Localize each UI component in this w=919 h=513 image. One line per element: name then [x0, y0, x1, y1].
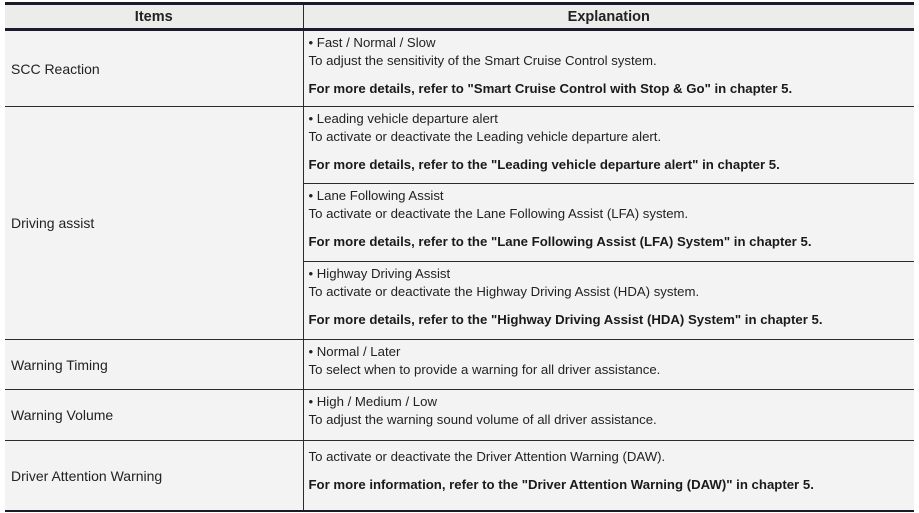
- description-text: To activate or deactivate the Driver Attention Warning (DAW).: [308, 449, 666, 464]
- table-row: [5, 107, 914, 184]
- reference-text: For more details, refer to the "Lane Following Assist (LFA) System" in chapter 5.: [308, 234, 812, 249]
- explanation-driver-attention-warning: [303, 441, 914, 512]
- explanation-highway-driving-assist: [303, 262, 914, 340]
- item-driving-assist: Driving assist: [5, 107, 303, 340]
- reference-text: For more details, refer to the "Highway Driving Assist (HDA) System" in chapter 5.: [308, 312, 823, 327]
- description-text: To activate or deactivate the Lane Following Assist (LFA) system.: [308, 206, 689, 221]
- reference-text: For more information, refer to the "Driver Attention Warning (DAW)" in chapter 5.: [308, 477, 814, 492]
- options-text: • Leading vehicle departure alert: [308, 111, 498, 126]
- table-row: [5, 441, 914, 512]
- explanation-warning-timing: [303, 340, 914, 390]
- header-row: [5, 4, 914, 30]
- options-text: • Lane Following Assist: [308, 188, 444, 203]
- options-text: • Fast / Normal / Slow: [308, 35, 436, 50]
- table-header: [5, 4, 914, 30]
- explanation-leading-vehicle-departure: [303, 107, 914, 184]
- description-text: To activate or deactivate the Leading vehicle departure alert.: [308, 129, 662, 144]
- item-driver-attention-warning: Driver Attention Warning: [5, 441, 303, 512]
- description-text: To select when to provide a warning for all driver assistance.: [308, 362, 661, 377]
- item-warning-volume: Warning Volume: [5, 390, 303, 441]
- reference-text: For more details, refer to the "Leading vehicle departure alert" in chapter 5.: [308, 157, 780, 172]
- explanation-lane-following-assist: [303, 184, 914, 262]
- description-text: To adjust the sensitivity of the Smart Cruise Control system.: [308, 53, 657, 68]
- settings-table: [5, 2, 914, 512]
- explanation-scc-reaction: [303, 30, 914, 107]
- options-text: • Highway Driving Assist: [308, 266, 451, 281]
- explanation-warning-volume: [303, 390, 914, 441]
- options-text: • High / Medium / Low: [308, 394, 437, 409]
- header-items: Items: [5, 4, 303, 30]
- table-row: [5, 340, 914, 390]
- table-row: [5, 30, 914, 107]
- item-warning-timing: Warning Timing: [5, 340, 303, 390]
- reference-text: For more details, refer to "Smart Cruise Control with Stop & Go" in chapter 5.: [308, 81, 793, 96]
- description-text: To adjust the warning sound volume of all driver assistance.: [308, 412, 657, 427]
- item-scc-reaction: SCC Reaction: [5, 30, 303, 107]
- options-text: • Normal / Later: [308, 344, 401, 359]
- header-explanation: Explanation: [303, 4, 914, 30]
- description-text: To activate or deactivate the Highway Driving Assist (HDA) system.: [308, 284, 700, 299]
- table-row: [5, 390, 914, 441]
